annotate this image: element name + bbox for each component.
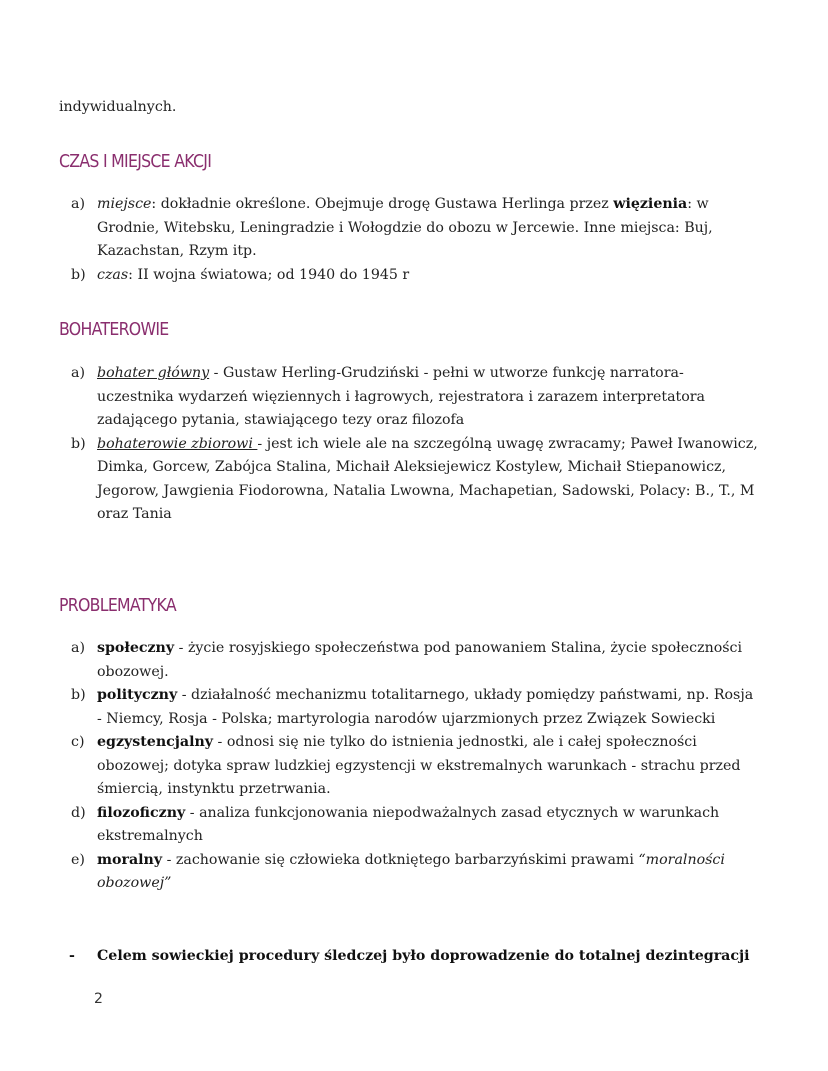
term-czas: czas bbox=[97, 266, 129, 283]
bullet-dash: - bbox=[69, 948, 75, 964]
list-marker: e) bbox=[71, 851, 85, 868]
list-item bbox=[59, 849, 759, 896]
list-marker: b) bbox=[71, 266, 86, 283]
final-bullet-text: Celem sowieckiej procedury śledczej było doprowadzenie do totalnej dezintegracji bbox=[97, 948, 750, 964]
term-spoleczny: społeczny bbox=[97, 640, 175, 656]
page-number: 2 bbox=[94, 991, 103, 1007]
term-bohaterowie-zbiorowi: bohaterowie zbiorowi bbox=[97, 435, 258, 452]
list-marker: b) bbox=[71, 687, 86, 703]
quote-moralnosci-obozowej: “moralności obozowej” bbox=[97, 851, 725, 891]
problematyka-list bbox=[59, 637, 759, 896]
list-item bbox=[59, 264, 759, 288]
term-miejsce: miejsce bbox=[97, 196, 152, 212]
intro-text: indywidualnych. bbox=[59, 99, 177, 115]
item-text: : II wojna światowa; od 1940 do 1945 r bbox=[128, 266, 410, 283]
list-item bbox=[59, 731, 759, 802]
item-text: - odnosi się nie tylko do istnienia jednostki, ale i całej społeczności obozowej; dotyka spraw ludzkiej egzystencji w ekstremalnych warunkach - strachu przed śmiercią, instynktu przetrwania. bbox=[97, 734, 741, 797]
section-heading-problematyka: PROBLEMATYKA bbox=[59, 596, 176, 616]
item-text: : w Grodnie, Witebsku, Leningradzie i Wołogdzie do obozu w Jercewie. Inne miejsca: Buj, Kazachstan, Rzym itp. bbox=[97, 196, 713, 259]
list-marker: c) bbox=[71, 734, 85, 750]
item-text: - Gustaw Herling-Grudziński - pełni w utworze funkcję narratora-uczestnika wydarzeń więziennych i łagrowych, rejestratora i zarazem interpretatora zadającego pytania, stawiającego tezy oraz filozofa bbox=[97, 365, 706, 428]
list-item bbox=[59, 684, 759, 731]
section-heading-bohaterowie: BOHATEROWIE bbox=[59, 320, 169, 340]
list-marker: a) bbox=[71, 196, 85, 212]
list-item bbox=[59, 362, 759, 433]
list-item bbox=[59, 802, 759, 849]
term-egzystencjalny: egzystencjalny bbox=[97, 734, 214, 750]
list-item bbox=[59, 637, 759, 684]
czas-miejsce-list bbox=[59, 193, 759, 287]
term-polityczny: polityczny bbox=[97, 687, 178, 703]
bold-wiezienia: więzienia bbox=[613, 196, 688, 212]
list-marker: d) bbox=[71, 804, 86, 821]
item-text: - analiza funkcjonowania niepodważalnych zasad etycznych w warunkach ekstremalnych bbox=[97, 804, 720, 844]
list-item bbox=[59, 433, 759, 527]
term-moralny: moralny bbox=[97, 851, 163, 868]
item-text: - zachowanie się człowieka dotkniętego barbarzyńskimi prawami bbox=[162, 851, 639, 868]
item-text: : dokładnie określone. Obejmuje drogę Gustawa Herlinga przez bbox=[151, 196, 614, 212]
item-text: - życie rosyjskiego społeczeństwa pod panowaniem Stalina, życie społeczności obozowej. bbox=[97, 640, 743, 680]
item-text: - jest ich wiele ale na szczególną uwagę zwracamy; Paweł Iwanowicz, Dimka, Gorcew, Zabójca Stalina, Michaił Aleksiejewicz Kostylew, Michaił Stiepanowicz, Jegorow, Jawgienia Fiodorowna, Natalia Lwowna, Machapetian, Sadowski, Polacy: B., T., M oraz Tania bbox=[97, 435, 758, 522]
bohaterowie-list bbox=[59, 362, 759, 527]
list-marker: a) bbox=[71, 365, 85, 381]
list-item bbox=[59, 193, 759, 264]
list-marker: b) bbox=[71, 435, 86, 452]
term-filozoficzny: filozoficzny bbox=[97, 804, 186, 821]
list-marker: a) bbox=[71, 640, 85, 656]
item-text: - działalność mechanizmu totalitarnego, układy pomiędzy państwami, np. Rosja - Niemcy, Rosja - Polska; martyrologia narodów ujarzmionych przez Związek Sowiecki bbox=[97, 687, 754, 727]
term-bohater-glowny: bohater główny bbox=[97, 365, 210, 381]
section-heading-czas-miejsce: CZAS I MIEJSCE AKCJI bbox=[59, 152, 212, 172]
